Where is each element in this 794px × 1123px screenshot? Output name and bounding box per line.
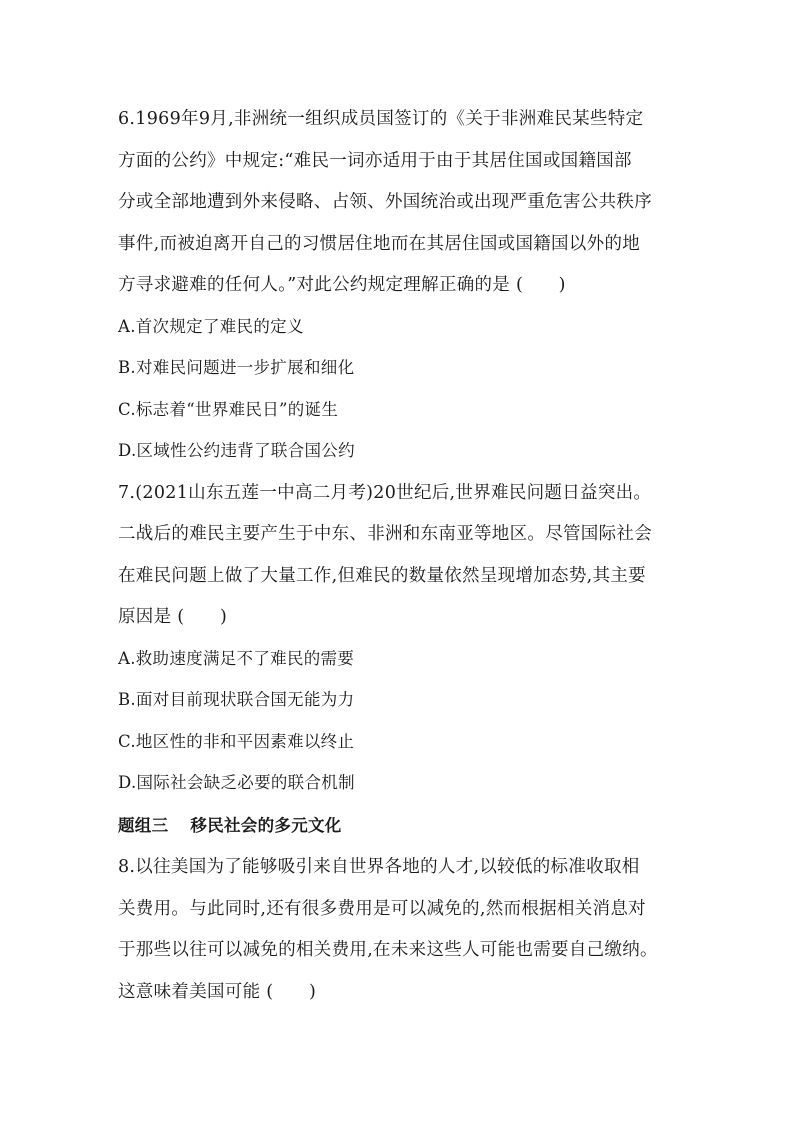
question-7-line-4: 原因是 ( ) — [118, 607, 228, 627]
section-label: 题组三 — [118, 816, 169, 835]
question-6-option-a: A.首次规定了难民的定义 — [118, 317, 304, 336]
question-6-option-b: B.对难民问题进一步扩展和细化 — [118, 358, 355, 377]
question-6-option-d: D.区域性公约违背了联合国公约 — [118, 441, 355, 460]
question-6-line-5: 方寻求避难的任何人。”对此公约规定理解正确的是 ( ) — [118, 275, 566, 295]
section-title: 移民社会的多元文化 — [190, 816, 342, 835]
question-6-line-2: 方面的公约》中规定:“难民一词亦适用于由于其居住国或国籍国部 — [118, 151, 632, 171]
question-6-line-1: 6.1969年9月,非洲统一组织成员国签订的《关于非洲难民某些特定 — [118, 109, 644, 129]
question-6-line-4: 事件,而被迫离开自己的习惯居住地而在其居住国或国籍国以外的地 — [118, 234, 641, 254]
question-8-line-1: 8.以往美国为了能够吸引来自世界各地的人才,以较低的标准收取相 — [118, 857, 640, 877]
question-8-line-3: 于那些以往可以减免的相关费用,在未来这些人可能也需要自己缴纳。 — [118, 940, 658, 960]
question-7-option-a: A.救助速度满足不了难民的需要 — [118, 649, 355, 668]
question-7-option-c: C.地区性的非和平因素难以终止 — [118, 732, 355, 751]
question-7-option-d: D.国际社会缺乏必要的联合机制 — [118, 773, 355, 792]
question-7-line-2: 二战后的难民主要产生于中东、非洲和东南亚等地区。尽管国际社会 — [118, 524, 652, 544]
question-8-line-2: 关费用。与此同时,还有很多费用是可以减免的,然而根据相关消息对 — [118, 899, 646, 919]
question-6-line-3: 分或全部地遭到外来侵略、占领、外国统治或出现严重危害公共秩序 — [118, 192, 652, 212]
section-heading — [118, 815, 342, 837]
question-7-line-3: 在难民问题上做了大量工作,但难民的数量依然呈现增加态势,其主要 — [118, 566, 646, 586]
question-8-line-4: 这意味着美国可能 ( ) — [118, 982, 317, 1002]
question-7-option-b: B.面对目前现状联合国无能为力 — [118, 690, 355, 709]
question-7-line-1: 7.(2021山东五莲一中高二月考)20世纪后,世界难民问题日益突出。 — [118, 483, 652, 503]
question-6-option-c: C.标志着“世界难民日”的诞生 — [118, 400, 339, 419]
